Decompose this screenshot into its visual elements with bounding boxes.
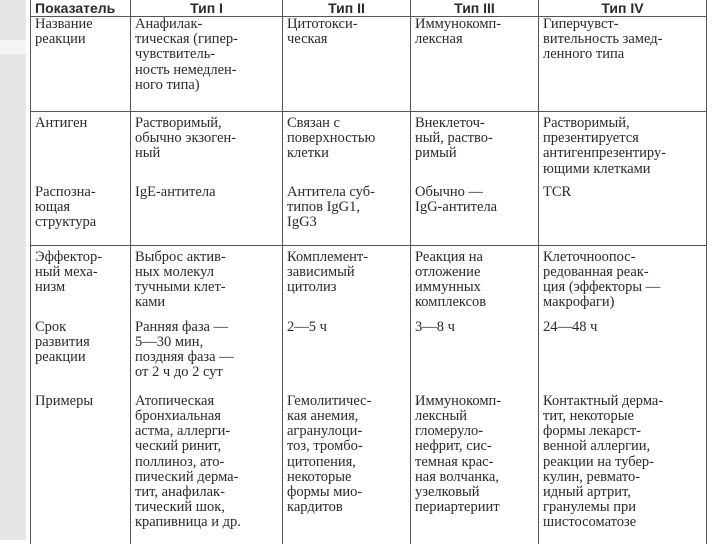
table-cell: Клеточноопос- редованная реак- ция (эффекторы — макрофаги) <box>539 245 707 314</box>
row-label: Примеры <box>31 386 131 544</box>
table-cell: Иммунокомп- лексный гломеруло- нефрит, сис- темная крас- ная волчанка, узелковый периартериит <box>411 386 539 544</box>
table-cell: Связан с поверхностью клетки <box>283 112 411 177</box>
table-cell: Выброс актив- ных молекул тучными клет- ками <box>131 245 283 314</box>
table-cell: Реакция на отложение иммунных комплексов <box>411 245 539 314</box>
row-label: Эффектор- ный меха- низм <box>31 245 131 314</box>
table-sheet <box>30 0 706 540</box>
table-cell: Антитела суб- типов IgG1, IgG3 <box>283 177 411 246</box>
row-label: Антиген <box>31 112 131 177</box>
table-cell: 3—8 ч <box>411 314 539 386</box>
table-row-recognition <box>31 177 707 246</box>
hypersensitivity-types-table <box>30 0 707 544</box>
table-row-effector <box>31 245 707 314</box>
table-cell: Ранняя фаза — 5—30 мин, поздняя фаза — от 2 ч до 2 сут <box>131 314 283 386</box>
header-indicator: Показатель <box>31 0 131 17</box>
table-cell: Анафилак- тическая (гипер- чувствитель- ность немедлен- ного типа) <box>131 17 283 112</box>
table-cell: 24—48 ч <box>539 314 707 386</box>
row-label: Срок развития реакции <box>31 314 131 386</box>
table-cell: Обычно — IgG-антитела <box>411 177 539 246</box>
left-margin-band <box>0 0 26 540</box>
row-label: Название реакции <box>31 17 131 112</box>
table-row-reaction-name <box>31 17 707 112</box>
header-type-3: Тип III <box>411 0 539 17</box>
table-cell: Гиперчувст- вительность замед- ленного типа <box>539 17 707 112</box>
table-cell: Контактный дерма- тит, некоторые формы лекарст- венной аллергии, реакции на тубер- кулин, ревмато- идный артрит, гранулемы при шистосоматозе <box>539 386 707 544</box>
table-row-antigen <box>31 112 707 177</box>
table-cell: Атопическая бронхиальная астма, аллерги- ческий ринит, поллиноз, ато- пический дерма- тит, анафилак- тический шок, крапивница и др. <box>131 386 283 544</box>
table-cell: Растворимый, презентируется антигенпрезентиру- ющими клетками <box>539 112 707 177</box>
table-cell: Растворимый, обычно экзоген- ный <box>131 112 283 177</box>
table-row-examples <box>31 386 707 544</box>
table-row-timing <box>31 314 707 386</box>
header-row <box>31 0 707 17</box>
row-label: Распозна- ющая структура <box>31 177 131 246</box>
table-cell: Гемолитичес- кая анемия, агранулоци- тоз, тромбо- цитопения, некоторые формы мио- кардитов <box>283 386 411 544</box>
table-cell: IgE-антитела <box>131 177 283 246</box>
table-cell: Внеклеточ- ный, раство- римый <box>411 112 539 177</box>
table-cell: Цитотокси- ческая <box>283 17 411 112</box>
header-type-1: Тип I <box>131 0 283 17</box>
table-cell: TCR <box>539 177 707 246</box>
header-type-2: Тип II <box>283 0 411 17</box>
margin-stripe <box>0 40 26 54</box>
table-cell: 2—5 ч <box>283 314 411 386</box>
table-cell: Комплемент- зависимый цитолиз <box>283 245 411 314</box>
table-cell: Иммунокомп- лексная <box>411 17 539 112</box>
header-type-4: Тип IV <box>539 0 707 17</box>
